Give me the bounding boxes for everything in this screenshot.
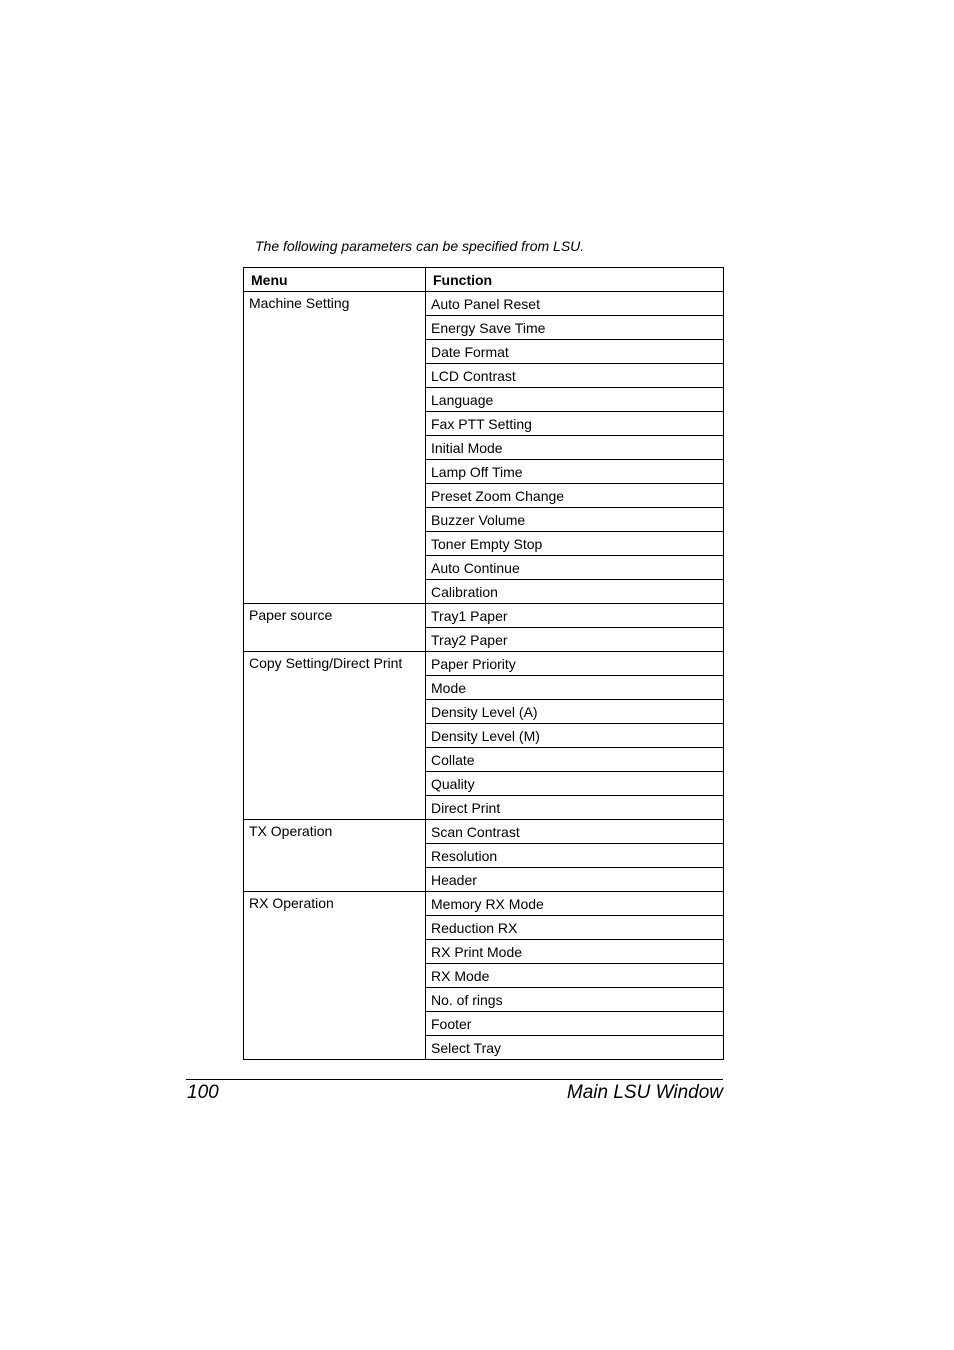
function-cell: Fax PTT Setting — [426, 412, 724, 436]
function-cell: Calibration — [426, 580, 724, 604]
section-title: Main LSU Window — [566, 1082, 723, 1103]
table-row — [244, 652, 724, 676]
function-column-header: Function — [426, 268, 724, 292]
function-cell: Preset Zoom Change — [426, 484, 724, 508]
function-cell: Paper Priority — [426, 652, 724, 676]
function-cell: Resolution — [426, 844, 724, 868]
footer-rule — [186, 1079, 723, 1080]
function-cell: Auto Panel Reset — [426, 292, 724, 316]
function-cell: No. of rings — [426, 988, 724, 1012]
table-row — [244, 292, 724, 316]
function-cell: Date Format — [426, 340, 724, 364]
table-body — [244, 292, 724, 1060]
menu-cell: TX Operation — [244, 820, 426, 892]
function-cell: Memory RX Mode — [426, 892, 724, 916]
parameters-table — [243, 267, 724, 1060]
menu-cell: Copy Setting/Direct Print — [244, 652, 426, 820]
function-cell: Mode — [426, 676, 724, 700]
menu-cell: Paper source — [244, 604, 426, 652]
intro-text: The following parameters can be specified from LSU. — [255, 238, 585, 254]
function-cell: LCD Contrast — [426, 364, 724, 388]
table-row — [244, 820, 724, 844]
function-cell: Energy Save Time — [426, 316, 724, 340]
function-cell: Tray2 Paper — [426, 628, 724, 652]
function-cell: Direct Print — [426, 796, 724, 820]
menu-cell: Machine Setting — [244, 292, 426, 604]
function-cell: Quality — [426, 772, 724, 796]
function-cell: Buzzer Volume — [426, 508, 724, 532]
menu-column-header: Menu — [244, 268, 426, 292]
function-cell: Density Level (A) — [426, 700, 724, 724]
function-cell: Initial Mode — [426, 436, 724, 460]
function-cell: Select Tray — [426, 1036, 724, 1060]
table-row — [244, 892, 724, 916]
function-cell: Toner Empty Stop — [426, 532, 724, 556]
function-cell: Scan Contrast — [426, 820, 724, 844]
function-cell: Tray1 Paper — [426, 604, 724, 628]
function-cell: RX Mode — [426, 964, 724, 988]
function-cell: Reduction RX — [426, 916, 724, 940]
function-cell: Header — [426, 868, 724, 892]
function-cell: Auto Continue — [426, 556, 724, 580]
function-cell: Lamp Off Time — [426, 460, 724, 484]
function-cell: Density Level (M) — [426, 724, 724, 748]
function-cell: Language — [426, 388, 724, 412]
table-header-row — [244, 268, 724, 292]
function-cell: RX Print Mode — [426, 940, 724, 964]
function-cell: Footer — [426, 1012, 724, 1036]
table-row — [244, 604, 724, 628]
function-cell: Collate — [426, 748, 724, 772]
menu-cell: RX Operation — [244, 892, 426, 1060]
page-number: 100 — [187, 1082, 219, 1103]
